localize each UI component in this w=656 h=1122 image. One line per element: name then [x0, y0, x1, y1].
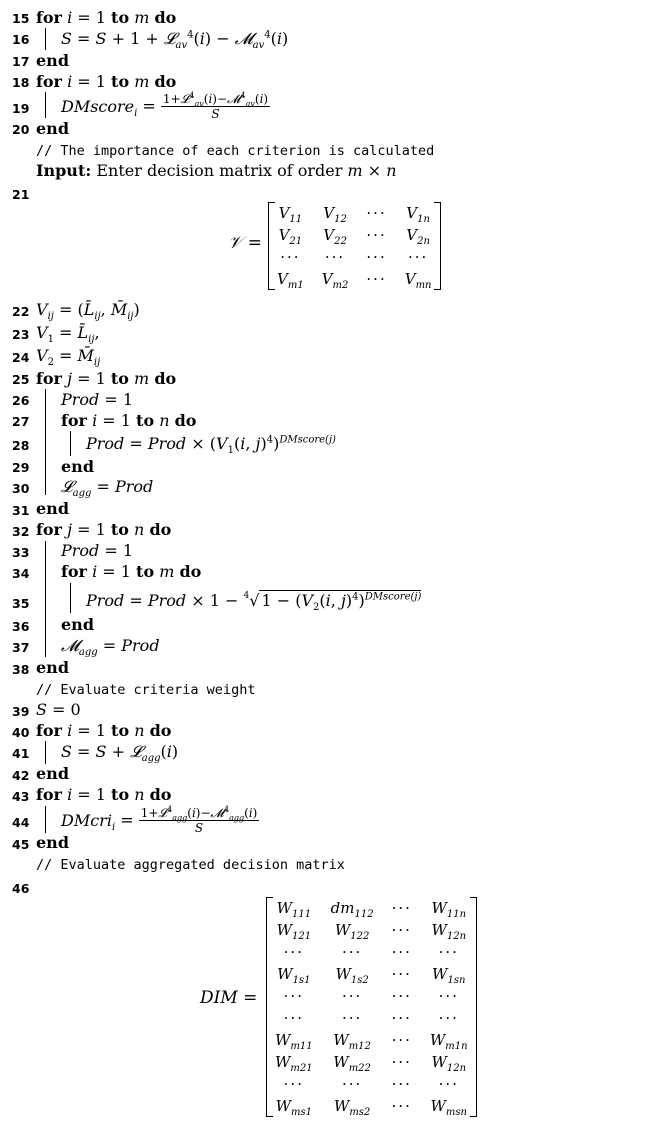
code-line-22: $V_{ij}$ = ($L̄_{ij}$, $M̄_{ij}$) — [36, 300, 140, 323]
matrix-cell: ··· — [391, 965, 412, 983]
line-number: 18 — [12, 75, 30, 90]
matrix-cell: ··· — [438, 943, 459, 961]
line-number: 24 — [12, 350, 30, 365]
matrix-row — [268, 268, 441, 290]
line-number: 40 — [12, 725, 30, 740]
indent-guide — [45, 741, 46, 764]
indent-guide — [45, 806, 46, 833]
code-line-37: 𝓜$_{agg}$ = Prod — [61, 636, 160, 659]
matrix-cell: $V_{22}$ — [323, 226, 347, 247]
comment-criteria-weight: // Evaluate criteria weight — [36, 682, 256, 698]
matrix-cell: ··· — [341, 987, 363, 1005]
matrix-cell: ··· — [438, 987, 459, 1005]
matrix-row — [266, 941, 477, 963]
input-line: Input: Enter decision matrix of order m × n — [36, 161, 397, 180]
matrix-dim — [266, 897, 477, 1117]
matrix-row — [266, 985, 477, 1007]
code-line-33: Prod = 1 — [61, 541, 134, 560]
code-line-39: S = 0 — [36, 700, 81, 719]
matrix-cell: $W_{1s2}$ — [335, 965, 369, 986]
matrix-v-label: 𝒱 = — [228, 233, 262, 253]
code-line-28: Prod = Prod × ($V_1(i$, j)$^4$)$^{DMscore(j)}$ — [86, 434, 336, 457]
line-number: 34 — [12, 566, 30, 581]
matrix-row — [266, 897, 477, 919]
code-line-34: for i = 1 to m do — [61, 562, 202, 581]
line-number: 21 — [12, 187, 30, 202]
matrix-cell: ··· — [391, 1053, 412, 1071]
line-number: 43 — [12, 789, 30, 804]
matrix-cell: $W_{ms2}$ — [333, 1097, 371, 1118]
code-line-27: for i = 1 to n do — [61, 411, 197, 430]
matrix-cell: $W_{ms1}$ — [275, 1097, 313, 1118]
matrix-cell: ··· — [324, 248, 346, 266]
code-line-29: end — [61, 457, 94, 476]
line-number: 16 — [12, 32, 30, 47]
indent-guide — [70, 431, 71, 456]
line-number: 28 — [12, 438, 30, 453]
matrix-cell: $W_{121}$ — [276, 921, 312, 942]
code-line-44: DMcri$_i$ = $\frac{1+𝓛^4_{agg}(i)-𝓜^4_{agg}(i)}{S}$ — [61, 805, 258, 835]
matrix-cell: ··· — [283, 987, 304, 1005]
matrix-cell: ··· — [391, 1097, 412, 1115]
matrix-cell: $W_{11n}$ — [431, 899, 467, 920]
matrix-cell: $V_{m1}$ — [277, 270, 304, 291]
matrix-cell: ··· — [366, 270, 387, 288]
matrix-cell: ··· — [438, 1009, 459, 1027]
matrix-row — [268, 202, 441, 224]
matrix-cell: $W_{1s1}$ — [277, 965, 311, 986]
matrix-cell: ··· — [366, 204, 387, 222]
matrix-cell: $W_{12n}$ — [431, 921, 467, 942]
matrix-cell: $V_{2n}$ — [406, 226, 430, 247]
code-line-38: end — [36, 658, 69, 677]
matrix-row — [266, 963, 477, 985]
line-number: 33 — [12, 545, 30, 560]
matrix-cell: ··· — [283, 1009, 304, 1027]
matrix-v — [268, 202, 441, 290]
matrix-cell: ··· — [341, 943, 363, 961]
code-line-17: end — [36, 51, 69, 70]
matrix-cell: ··· — [366, 226, 387, 244]
matrix-cell: ··· — [391, 921, 412, 939]
matrix-cell: $V_{1n}$ — [406, 204, 430, 225]
matrix-row — [266, 919, 477, 941]
line-number: 30 — [12, 481, 30, 496]
line-number: 25 — [12, 372, 30, 387]
matrix-cell: ··· — [407, 248, 429, 266]
indent-guide — [45, 389, 46, 495]
line-number: 22 — [12, 304, 30, 319]
code-line-15: for i = 1 to m do — [36, 8, 177, 27]
code-line-30: 𝓛$_{agg}$ = Prod — [61, 477, 154, 500]
code-line-41: S = S + 𝓛$_{agg}$(i) — [61, 742, 179, 765]
line-number: 36 — [12, 619, 30, 634]
matrix-cell: $V_{12}$ — [323, 204, 347, 225]
code-line-16: S = S + 1 + 𝓛$_{av}^4$(i) − 𝓜$_{av}^4$(i) — [61, 29, 289, 52]
matrix-dim-label: DIM = — [200, 988, 258, 1008]
comment-aggregated-matrix: // Evaluate aggregated decision matrix — [36, 857, 345, 873]
matrix-cell: ··· — [341, 1009, 363, 1027]
matrix-cell: $W_{msn}$ — [430, 1097, 467, 1118]
matrix-row — [266, 1095, 477, 1117]
matrix-cell: $W_{m21}$ — [275, 1053, 313, 1074]
matrix-row — [266, 1007, 477, 1029]
code-line-25: for j = 1 to m do — [36, 369, 177, 388]
code-line-19: DMscore$_i$ = $\frac{1+𝓛^4_{av}(i)-𝓜^4_{av}(i)}{S}$ — [61, 91, 269, 121]
matrix-cell: $W_{m1n}$ — [429, 1031, 468, 1052]
matrix-cell: $V_{mn}$ — [404, 270, 432, 291]
matrix-cell: $W_{111}$ — [276, 899, 312, 920]
matrix-cell: ··· — [391, 1075, 412, 1093]
code-line-23: $V_1$ = $L̄_{ij}$, — [36, 323, 100, 346]
matrix-row — [266, 1029, 477, 1051]
matrix-cell: ··· — [391, 1031, 412, 1049]
matrix-cell: ··· — [366, 248, 387, 266]
line-number: 31 — [12, 503, 30, 518]
indent-guide — [45, 541, 46, 657]
matrix-cell: ··· — [438, 1075, 459, 1093]
code-line-42: end — [36, 764, 69, 783]
matrix-cell: ··· — [391, 987, 412, 1005]
line-number: 45 — [12, 837, 30, 852]
matrix-cell: ··· — [391, 899, 412, 917]
code-line-32: for j = 1 to n do — [36, 520, 172, 539]
code-line-24: $V_2$ = $M̄_{ij}$ — [36, 346, 101, 369]
line-number: 38 — [12, 662, 30, 677]
code-line-45: end — [36, 833, 69, 852]
matrix-cell: $V_{m2}$ — [321, 270, 349, 291]
code-line-31: end — [36, 499, 69, 518]
matrix-row — [266, 1051, 477, 1073]
line-number: 29 — [12, 460, 30, 475]
matrix-row — [268, 246, 441, 268]
line-number: 20 — [12, 122, 30, 137]
line-number: 44 — [12, 815, 30, 830]
matrix-cell: ··· — [283, 1075, 304, 1093]
line-number: 15 — [12, 11, 30, 26]
line-number: 23 — [12, 327, 30, 342]
matrix-cell: ··· — [391, 1009, 412, 1027]
matrix-row — [268, 224, 441, 246]
matrix-cell: $W_{m22}$ — [333, 1053, 371, 1074]
line-number: 42 — [12, 768, 30, 783]
code-line-26: Prod = 1 — [61, 390, 134, 409]
matrix-cell: $W_{12n}$ — [431, 1053, 467, 1074]
matrix-cell: ··· — [341, 1075, 363, 1093]
matrix-cell: $dm_{112}$ — [330, 899, 374, 920]
comment-importance: // The importance of each criterion is calculated — [36, 143, 435, 159]
code-line-18: for i = 1 to m do — [36, 72, 177, 91]
line-number: 19 — [12, 101, 30, 116]
line-number: 41 — [12, 746, 30, 761]
matrix-cell: $W_{m11}$ — [275, 1031, 313, 1052]
line-number: 39 — [12, 704, 30, 719]
line-number: 26 — [12, 393, 30, 408]
line-number: 27 — [12, 414, 30, 429]
code-line-20: end — [36, 119, 69, 138]
line-number: 46 — [12, 881, 30, 896]
line-number: 37 — [12, 640, 30, 655]
matrix-cell: $W_{1sn}$ — [432, 965, 466, 986]
matrix-cell: ··· — [283, 943, 304, 961]
indent-guide — [45, 92, 46, 118]
line-number: 35 — [12, 596, 30, 611]
matrix-cell: $W_{m12}$ — [333, 1031, 371, 1052]
matrix-cell: $V_{11}$ — [278, 204, 303, 225]
matrix-cell: ··· — [280, 248, 301, 266]
matrix-row — [266, 1073, 477, 1095]
matrix-cell: $V_{21}$ — [278, 226, 303, 247]
matrix-cell: $W_{122}$ — [334, 921, 370, 942]
indent-guide — [70, 583, 71, 613]
indent-guide — [45, 28, 46, 50]
line-number: 17 — [12, 54, 30, 69]
line-number: 32 — [12, 524, 30, 539]
code-line-35: Prod = Prod × 1 − $^4$√ $1 - (V_2(i$, j)$^4$)$^{DMscore(j)}$ — [86, 591, 422, 614]
code-line-36: end — [61, 615, 94, 634]
code-line-43: for i = 1 to n do — [36, 785, 172, 804]
matrix-cell: ··· — [391, 943, 412, 961]
code-line-40: for i = 1 to n do — [36, 721, 172, 740]
